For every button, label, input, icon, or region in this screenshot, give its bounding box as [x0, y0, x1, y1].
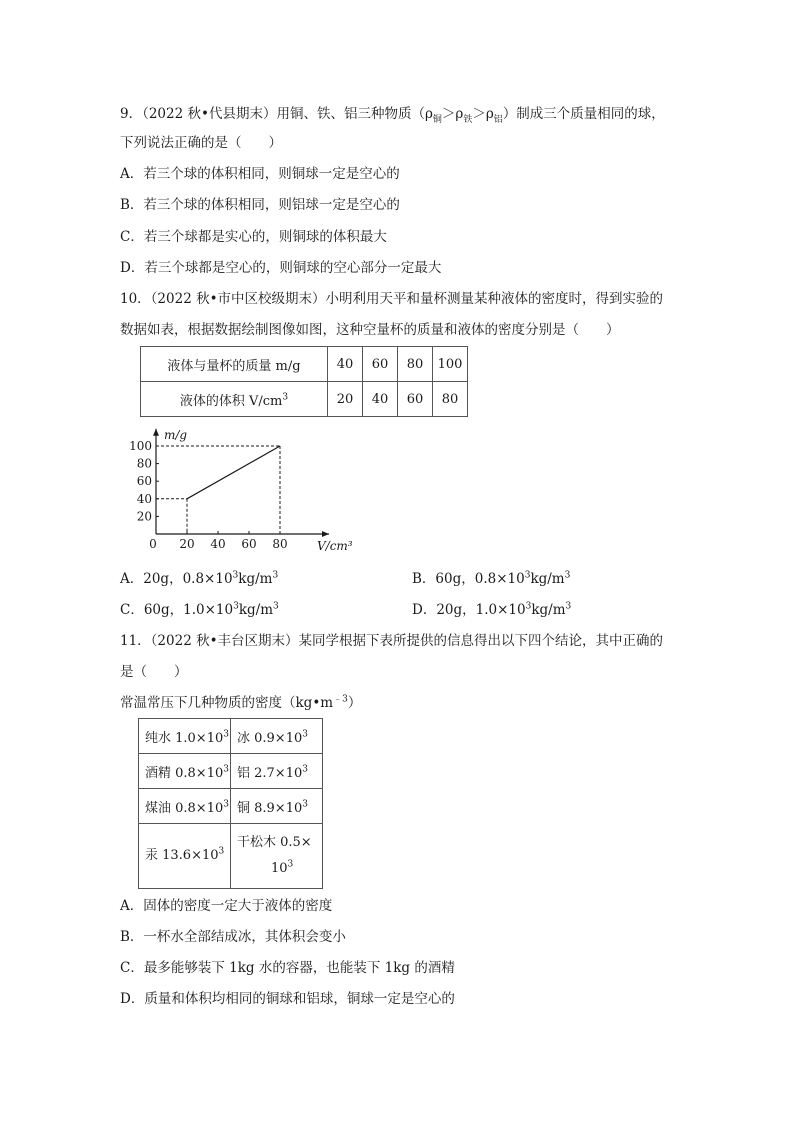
option-text: A．20g，0.8×10 [120, 571, 233, 587]
rho-al-subscript: 铝 [493, 115, 503, 125]
rho-cu-subscript: 铜 [432, 115, 442, 125]
table-title-text: 常温常压下几种物质的密度（kg•m [120, 695, 334, 711]
q11-stem-line2: 是（ ） [120, 664, 188, 680]
x-tick-label: 20 [179, 537, 195, 551]
superscript: 3 [218, 846, 225, 857]
cell-text: 铜 8.9×10 [237, 800, 303, 816]
cell-text: 酒精 0.8×10 [145, 765, 224, 781]
superscript: 3 [273, 601, 279, 612]
table-row [139, 719, 323, 754]
table-row [141, 382, 468, 417]
cell-text: 干松木 0.5× [237, 835, 312, 850]
table-cell: 60 [398, 382, 433, 417]
superscript: 3 [302, 799, 308, 810]
series-line [187, 446, 280, 499]
table-cell-label-text: 液体的体积 V/cm [179, 393, 283, 409]
q11-option-b[interactable]: B．一杯水全部结成冰，其体积会变小 [120, 929, 346, 945]
table-cell-label: 液体与量杯的质量 m/g [141, 347, 328, 382]
q9-option-c[interactable]: C．若三个球都是实心的，则铜球的体积最大 [120, 229, 387, 245]
cell-text: 铝 2.7×10 [237, 765, 303, 781]
table-cell [231, 824, 323, 889]
table-cell: 20 [328, 382, 363, 417]
table-cell [139, 719, 231, 754]
option-text: kg/m [238, 602, 274, 618]
option-text: C．60g，1.0×10 [120, 602, 234, 618]
q11-option-c[interactable]: C．最多能够装下 1kg 水的容器，也能装下 1kg 的酒精 [120, 960, 455, 976]
q10-stem-line1: 10．（2022 秋•市中区校级期末）小明利用天平和量杯测量某种液体的密度时，得到实验的 [120, 291, 664, 307]
q10-option-d[interactable] [412, 600, 571, 620]
x-tick-label: 40 [210, 537, 226, 551]
superscript: 3 [564, 570, 571, 581]
q10-option-c[interactable] [120, 600, 279, 620]
q10-mv-graph [126, 420, 366, 560]
x-axis-arrow [322, 531, 329, 537]
table-row [139, 824, 323, 889]
table-cell [231, 789, 323, 824]
superscript: 3 [287, 859, 294, 870]
q9-stem-text-2: ）制成三个质量相同的球， [502, 106, 665, 122]
option-text: D．20g，1.0×10 [412, 602, 526, 618]
option-text: kg/m [530, 571, 565, 587]
table-cell: 100 [433, 347, 468, 382]
q11-option-d[interactable]: D．质量和体积均相同的铜球和铝球，铜球一定是空心的 [120, 991, 455, 1007]
superscript: 3 [223, 799, 229, 810]
q9-stem-text: 9．（2022 秋•代县期末）用铜、铁、铝三种物质（ρ [120, 106, 433, 122]
x-tick-label: 80 [272, 537, 288, 551]
q9-gt2: ＞ρ [472, 106, 494, 122]
superscript: 3 [524, 570, 531, 581]
superscript: 3 [302, 729, 308, 740]
table-cell: 40 [363, 382, 398, 417]
table-cell: 80 [398, 347, 433, 382]
table-row [141, 347, 468, 382]
option-text: kg/m [531, 602, 566, 618]
table-title-text: ） [347, 695, 362, 711]
option-text: kg/m [238, 571, 273, 587]
superscript: 3 [302, 764, 308, 775]
superscript: 3 [525, 601, 532, 612]
y-tick-label: 80 [136, 456, 152, 471]
superscript: 3 [223, 729, 229, 740]
table-cell-label [141, 382, 328, 417]
q10-data-table [140, 346, 468, 417]
y-tick-label: 100 [129, 439, 152, 453]
table-cell: 80 [433, 382, 468, 417]
superscript: 3 [223, 764, 229, 775]
cell-text: 冰 0.9×10 [237, 730, 303, 746]
table-cell [139, 824, 231, 889]
x-axis-label: V/cm³ [317, 539, 353, 553]
table-cell [139, 754, 231, 789]
option-text: B．60g，0.8×10 [412, 571, 525, 587]
q9-stem-line1 [120, 104, 665, 126]
superscript: 3 [565, 601, 572, 612]
q9-option-b[interactable]: B．若三个球的体积相同，则铝球一定是空心的 [120, 197, 400, 213]
q11-stem-line1: 11．（2022 秋•丰台区期末）某同学根据下表所提供的信息得出以下四个结论，其中正确的 [120, 633, 664, 649]
superscript: 3 [232, 570, 239, 581]
table-cell [139, 789, 231, 824]
q11-option-a[interactable]: A．固体的密度一定大于液体的密度 [120, 898, 333, 914]
y-tick-label: 40 [136, 491, 152, 506]
superscript: ﹣3 [333, 694, 348, 705]
superscript: 3 [233, 601, 239, 612]
y-tick-label: 60 [136, 474, 152, 489]
cell-text: 10 [271, 861, 288, 876]
q9-gt1: ＞ρ [441, 106, 464, 122]
table-row [139, 754, 323, 789]
q11-table-title [120, 693, 361, 713]
origin-label: 0 [149, 537, 157, 551]
table-cell: 40 [328, 347, 363, 382]
y-axis-arrow [153, 429, 159, 436]
q11-density-table [138, 718, 323, 889]
cell-text: 纯水 1.0×10 [145, 730, 224, 746]
y-axis-label: m/g [164, 427, 188, 442]
q10-option-b[interactable] [412, 569, 570, 589]
y-tick-label: 20 [136, 509, 152, 524]
table-row [139, 789, 323, 824]
q10-stem-line2: 数据如表，根据数据绘制图像如图，这种空量杯的质量和液体的密度分别是（ ） [120, 322, 620, 338]
q9-option-a[interactable]: A．若三个球的体积相同，则铜球一定是空心的 [120, 166, 400, 182]
cell-text: 煤油 0.8×10 [145, 800, 224, 816]
q9-option-d[interactable]: D．若三个球都是空心的，则铜球的空心部分一定最大 [120, 260, 442, 276]
table-cell: 60 [363, 347, 398, 382]
x-tick-label: 60 [241, 537, 257, 551]
table-cell [231, 754, 323, 789]
superscript: 3 [272, 570, 279, 581]
q9-stem-line2: 下列说法正确的是（ ） [120, 135, 282, 151]
rho-fe-subscript: 铁 [463, 115, 473, 125]
q10-option-a[interactable] [120, 569, 278, 589]
table-cell [231, 719, 323, 754]
superscript: 3 [282, 392, 289, 403]
cell-text: 汞 13.6×10 [145, 848, 219, 863]
